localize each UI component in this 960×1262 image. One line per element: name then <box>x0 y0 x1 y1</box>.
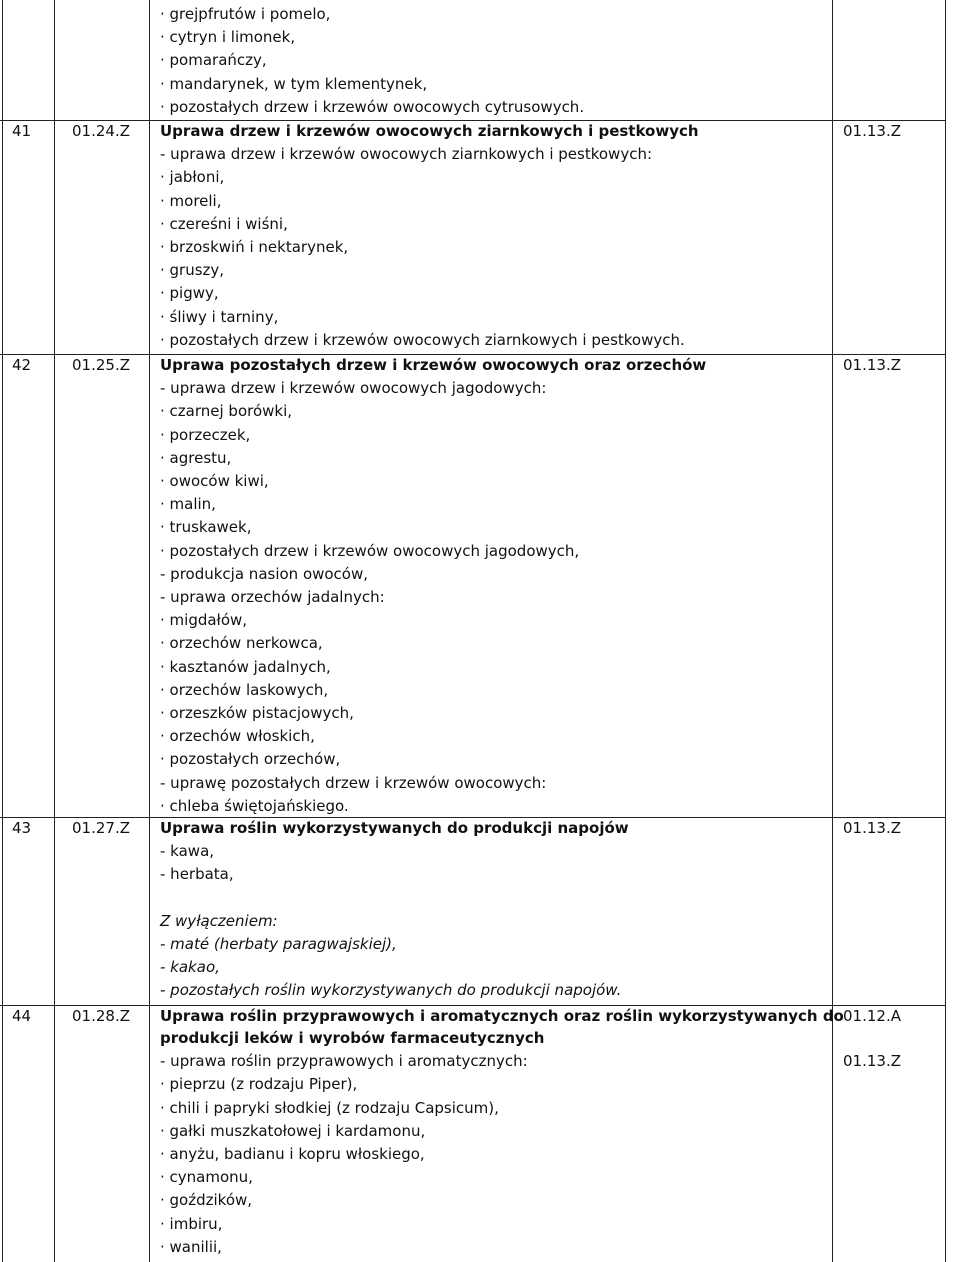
list-item: · jabłoni, <box>160 168 225 187</box>
list-item: · pigwy, <box>160 284 219 303</box>
related-pkd-code: 01.12.A <box>843 1007 901 1025</box>
list-item: · grejpfrutów i pomelo, <box>160 5 331 23</box>
list-item: · orzechów włoskich, <box>160 727 315 746</box>
col-border-nr <box>54 0 55 1262</box>
list-item: · czarnej borówki, <box>160 402 293 421</box>
exclusion-item: - pozostałych roślin wykorzystywanych do produkcji napojów. <box>160 981 622 1000</box>
list-item: · pozostałych drzew i krzewów owocowych jagodowych, <box>160 541 580 560</box>
list-item: · owoców kiwi, <box>160 472 269 490</box>
list-item: · migdałów, <box>160 611 248 630</box>
list-item: · pozostałych orzechów, <box>160 750 341 769</box>
list-item: · czereśni i wiśni, <box>160 214 288 233</box>
list-item: · gałki muszkatołowej i kardamonu, <box>160 1121 426 1140</box>
col-border-desc <box>832 0 833 1262</box>
list-item: · goździków, <box>160 1191 253 1210</box>
list-item: - uprawa drzew i krzewów owocowych jagodowych: <box>160 379 547 398</box>
list-item: · orzechów nerkowca, <box>160 634 323 653</box>
list-item: · orzechów laskowych, <box>160 680 329 699</box>
list-item: · pozostałych drzew i krzewów owocowych cytrusowych. <box>160 97 585 116</box>
pkd-code: 01.28.Z <box>72 1007 130 1025</box>
list-item: - uprawa orzechów jadalnych: <box>160 588 385 606</box>
list-item: · pomarańczy, <box>160 51 267 70</box>
list-item: · chleba świętojańskiego. <box>160 796 349 815</box>
list-item: · orzeszków pistacjowych, <box>160 704 354 722</box>
section-title: Uprawa pozostałych drzew i krzewów owocowych oraz orzechów <box>160 356 707 374</box>
list-item: · kasztanów jadalnych, <box>160 657 331 676</box>
col-border-left <box>2 0 3 1262</box>
list-item: - herbata, <box>160 865 234 884</box>
pkd-code: 01.24.Z <box>72 122 130 140</box>
list-item: - uprawa roślin przyprawowych i aromatycznych: <box>160 1052 528 1071</box>
list-item: - uprawa drzew i krzewów owocowych ziarnkowych i pestkowych: <box>160 145 653 164</box>
list-item: · cynamonu, <box>160 1168 253 1187</box>
list-item: · cytryn i limonek, <box>160 28 296 47</box>
list-item: - uprawę pozostałych drzew i krzewów owocowych: <box>160 773 547 792</box>
list-item: · mandarynek, w tym klementynek, <box>160 74 428 93</box>
list-item: · malin, <box>160 495 216 514</box>
row-number: 44 <box>12 1007 32 1025</box>
list-item: · pozostałych drzew i krzewów owocowych ziarnkowych i pestkowych. <box>160 330 685 349</box>
list-item: · brzoskwiń i nektarynek, <box>160 238 349 256</box>
list-item: - kawa, <box>160 842 215 861</box>
section-title: Uprawa drzew i krzewów owocowych ziarnkowych i pestkowych <box>160 122 699 140</box>
list-item: · imbiru, <box>160 1214 223 1233</box>
list-item: · anyżu, badianu i kopru włoskiego, <box>160 1145 425 1163</box>
section-title: produkcji leków i wyrobów farmaceutycznych <box>160 1029 545 1047</box>
related-pkd-code: 01.13.Z <box>843 819 901 837</box>
list-item: · chili i papryki słodkiej (z rodzaju Capsicum), <box>160 1098 499 1117</box>
list-item: · wanilii, <box>160 1237 222 1256</box>
pkd-code: 01.27.Z <box>72 819 130 837</box>
section-title: Uprawa roślin wykorzystywanych do produkcji napojów <box>160 819 629 837</box>
pkd-code: 01.25.Z <box>72 356 130 374</box>
related-pkd-code: 01.13.Z <box>843 356 901 374</box>
related-pkd-code: 01.13.Z <box>843 1052 901 1070</box>
related-pkd-code: 01.13.Z <box>843 122 901 140</box>
section-title: Uprawa roślin przyprawowych i aromatycznych oraz roślin wykorzystywanych do <box>160 1007 844 1025</box>
list-item: · agrestu, <box>160 448 232 467</box>
col-border-right <box>945 0 946 1262</box>
exclusion-item: - kakao, <box>160 958 220 976</box>
list-item: · gruszy, <box>160 261 225 280</box>
list-item: · śliwy i tarniny, <box>160 307 279 326</box>
list-item: - produkcja nasion owoców, <box>160 564 369 583</box>
row-number: 41 <box>12 122 32 140</box>
row-number: 42 <box>12 356 32 374</box>
exclusion-item: - maté (herbaty paragwajskiej), <box>160 934 397 953</box>
list-item: · porzeczek, <box>160 425 251 444</box>
list-item: · moreli, <box>160 191 222 210</box>
col-border-code <box>149 0 150 1262</box>
row-number: 43 <box>12 819 32 837</box>
exclusion-heading: Z wyłączeniem: <box>160 911 278 930</box>
list-item: · pieprzu (z rodzaju Piper), <box>160 1075 358 1094</box>
list-item: · truskawek, <box>160 518 252 537</box>
